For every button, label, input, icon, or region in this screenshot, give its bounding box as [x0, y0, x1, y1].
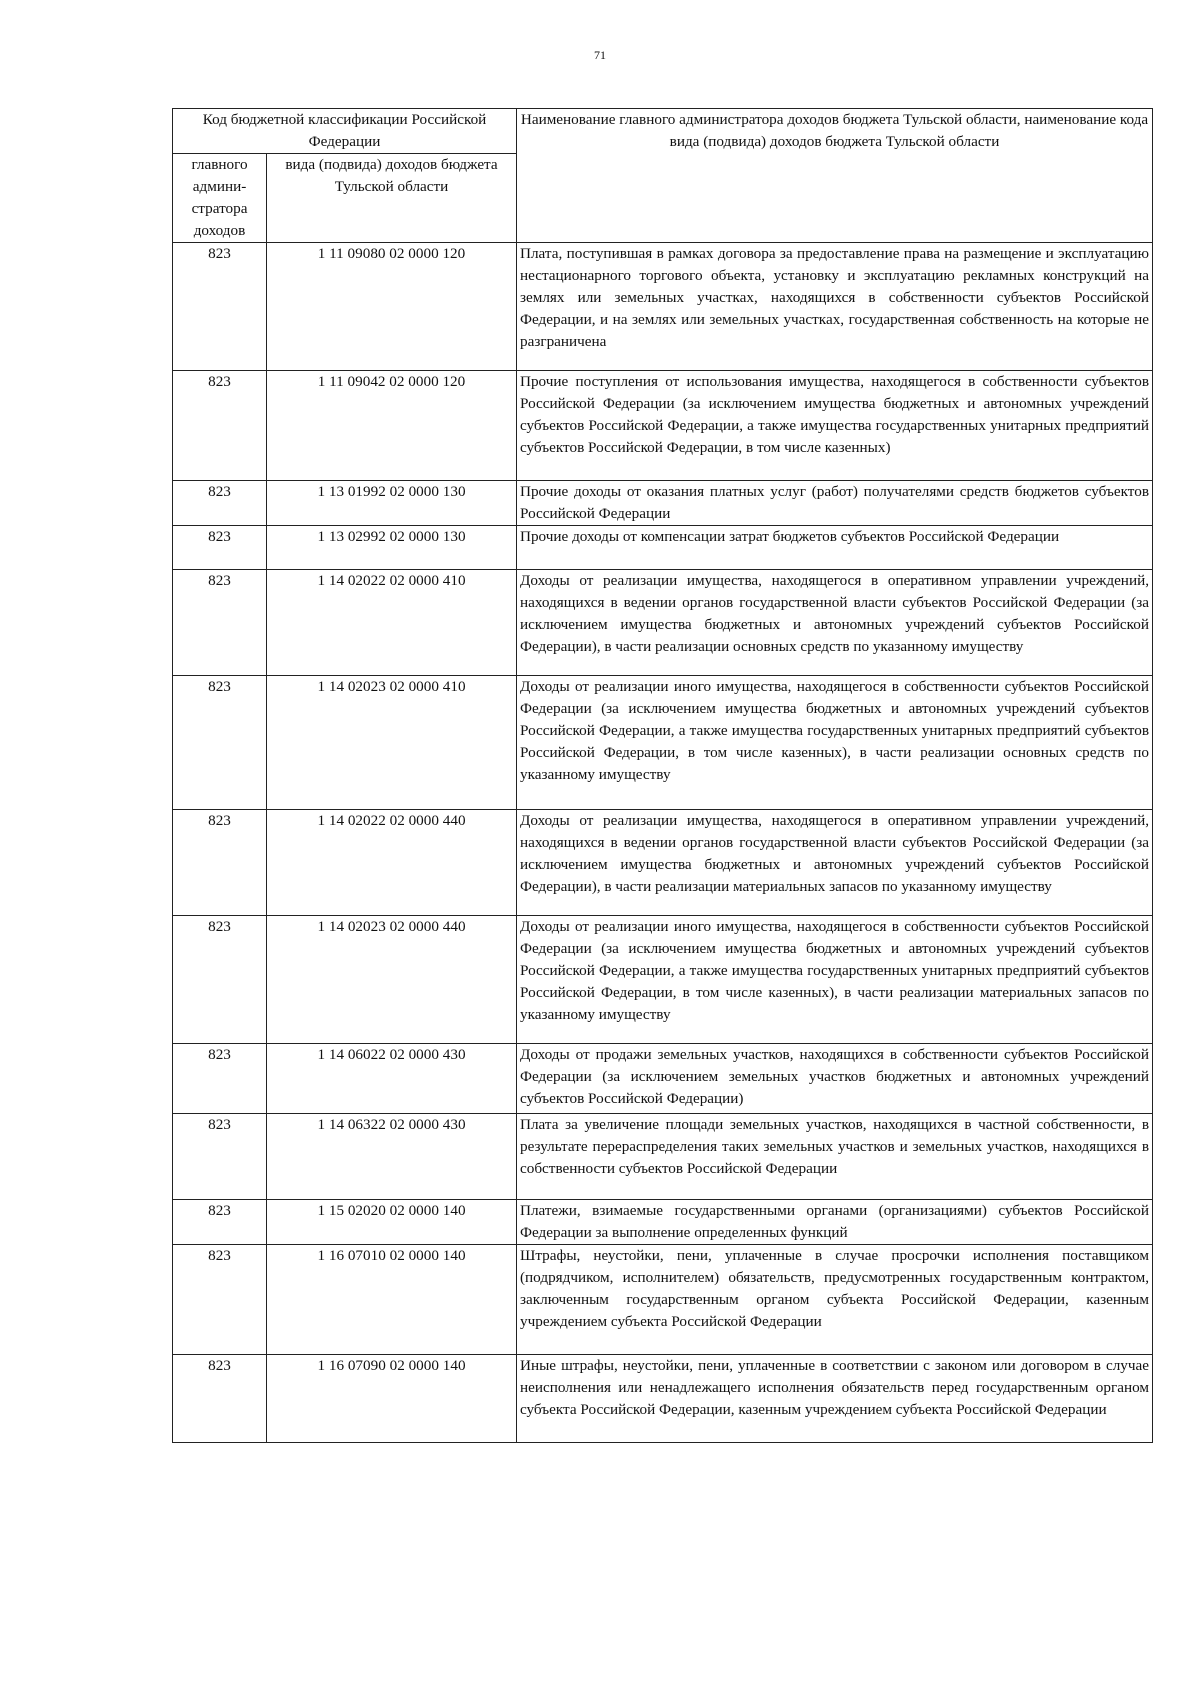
revenue-code-cell: 1 14 02022 02 0000 410	[267, 570, 517, 676]
admin-code-cell: 823	[173, 371, 267, 481]
admin-code-cell: 823	[173, 1114, 267, 1200]
revenue-name-cell: Штрафы, неустойки, пени, уплаченные в случае просрочки исполнения поставщиком (подрядчиком, исполнителем) обязательств, предусмотренных государственным контрактом, заключенным государственным органом субъекта Российской Федерации, казенным учреждением субъекта Российской Федерации	[517, 1245, 1153, 1355]
revenue-code-cell: 1 14 06022 02 0000 430	[267, 1044, 517, 1114]
revenue-name-cell: Прочие доходы от оказания платных услуг (работ) получателями средств бюджетов субъектов Российской Федерации	[517, 481, 1153, 526]
revenue-name-cell: Доходы от реализации иного имущества, находящегося в собственности субъектов Российской Федерации (за исключением имущества бюджетных и автономных учреждений субъектов Российской Федерации, а также имущества государственных унитарных предприятий субъектов Российской Федерации, в том числе казенных), в части реализации материальных запасов по указанному имуществу	[517, 916, 1153, 1044]
revenue-name-cell: Прочие доходы от компенсации затрат бюджетов субъектов Российской Федерации	[517, 526, 1153, 570]
revenue-code-cell: 1 16 07010 02 0000 140	[267, 1245, 517, 1355]
table-row	[173, 916, 1153, 1044]
revenue-kind-header: вида (подвида) доходов бюджета Тульской области	[267, 154, 517, 243]
admin-code-cell: 823	[173, 676, 267, 810]
budget-classification-header: Код бюджетной классификации Российской Федерации	[173, 109, 517, 154]
revenue-code-cell: 1 14 02023 02 0000 440	[267, 916, 517, 1044]
revenue-code-cell: 1 14 06322 02 0000 430	[267, 1114, 517, 1200]
page-number: 71	[594, 48, 606, 62]
administrator-name-header: Наименование главного администратора доходов бюджета Тульской области, наименование кода вида (подвида) доходов бюджета Тульской области	[517, 109, 1153, 243]
table-row	[173, 570, 1153, 676]
revenue-name-cell: Доходы от реализации имущества, находящегося в оперативном управлении учреждений, находящихся в ведении органов государственной власти субъектов Российской Федерации (за исключением имущества бюджетных и автономных учреждений субъектов Российской Федерации), в части реализации основных средств по указанному имуществу	[517, 570, 1153, 676]
revenue-code-cell: 1 11 09080 02 0000 120	[267, 243, 517, 371]
table-row	[173, 1044, 1153, 1114]
admin-code-cell: 823	[173, 570, 267, 676]
revenue-name-cell: Иные штрафы, неустойки, пени, уплаченные в соответствии с законом или договором в случае неисполнения или ненадлежащего исполнения обязательств перед государственным органом субъекта Российской Федерации, казенным учреждением субъекта Российской Федерации	[517, 1355, 1153, 1443]
table-row	[173, 526, 1153, 570]
revenue-name-cell: Доходы от реализации имущества, находящегося в оперативном управлении учреждений, находящихся в ведении органов государственной власти субъектов Российской Федерации (за исключением имущества бюджетных и автономных учреждений субъектов Российской Федерации), в части реализации материальных запасов по указанному имуществу	[517, 810, 1153, 916]
admin-code-cell: 823	[173, 1044, 267, 1114]
revenue-name-cell: Прочие поступления от использования имущества, находящегося в собственности субъектов Российской Федерации (за исключением имущества бюджетных и автономных учреждений субъектов Российской Федерации, а также имущества государственных унитарных предприятий субъектов Российской Федерации, в том числе казенных)	[517, 371, 1153, 481]
table-row	[173, 243, 1153, 371]
admin-code-cell: 823	[173, 243, 267, 371]
revenue-code-cell: 1 11 09042 02 0000 120	[267, 371, 517, 481]
admin-code-cell: 823	[173, 1355, 267, 1443]
revenue-name-cell: Платежи, взимаемые государственными органами (организациями) субъектов Российской Федерации за выполнение определенных функций	[517, 1200, 1153, 1245]
revenue-name-cell: Доходы от реализации иного имущества, находящегося в собственности субъектов Российской Федерации (за исключением имущества бюджетных и автономных учреждений субъектов Российской Федерации, а также имущества государственных унитарных предприятий субъектов Российской Федерации, в том числе казенных), в части реализации основных средств по указанному имуществу	[517, 676, 1153, 810]
admin-code-cell: 823	[173, 1200, 267, 1245]
table-row	[173, 371, 1153, 481]
chief-administrator-header: главного админи-стратора доходов	[173, 154, 267, 243]
table-row	[173, 1200, 1153, 1245]
revenue-name-cell: Плата за увеличение площади земельных участков, находящихся в частной собственности, в результате перераспределения таких земельных участков и земельных участков, находящихся в собственности субъектов Российской Федерации	[517, 1114, 1153, 1200]
admin-code-cell: 823	[173, 526, 267, 570]
revenue-name-cell: Плата, поступившая в рамках договора за предоставление права на размещение и эксплуатацию нестационарного торгового объекта, установку и эксплуатацию рекламных конструкций на землях или земельных участках, находящихся в собственности субъектов Российской Федерации, и на землях или земельных участках, государственная собственность на которые не разграничена	[517, 243, 1153, 371]
revenue-code-cell: 1 14 02023 02 0000 410	[267, 676, 517, 810]
revenue-code-cell: 1 15 02020 02 0000 140	[267, 1200, 517, 1245]
table-row	[173, 810, 1153, 916]
revenue-code-cell: 1 14 02022 02 0000 440	[267, 810, 517, 916]
table-row	[173, 1355, 1153, 1443]
table-row	[173, 676, 1153, 810]
table-row	[173, 481, 1153, 526]
admin-code-cell: 823	[173, 481, 267, 526]
revenue-code-table	[172, 108, 1153, 1443]
table-row	[173, 1245, 1153, 1355]
revenue-code-cell: 1 13 01992 02 0000 130	[267, 481, 517, 526]
admin-code-cell: 823	[173, 810, 267, 916]
admin-code-cell: 823	[173, 1245, 267, 1355]
revenue-code-cell: 1 13 02992 02 0000 130	[267, 526, 517, 570]
revenue-code-cell: 1 16 07090 02 0000 140	[267, 1355, 517, 1443]
table-row	[173, 1114, 1153, 1200]
revenue-name-cell: Доходы от продажи земельных участков, находящихся в собственности субъектов Российской Федерации (за исключением земельных участков бюджетных и автономных учреждений субъектов Российской Федерации)	[517, 1044, 1153, 1114]
admin-code-cell: 823	[173, 916, 267, 1044]
